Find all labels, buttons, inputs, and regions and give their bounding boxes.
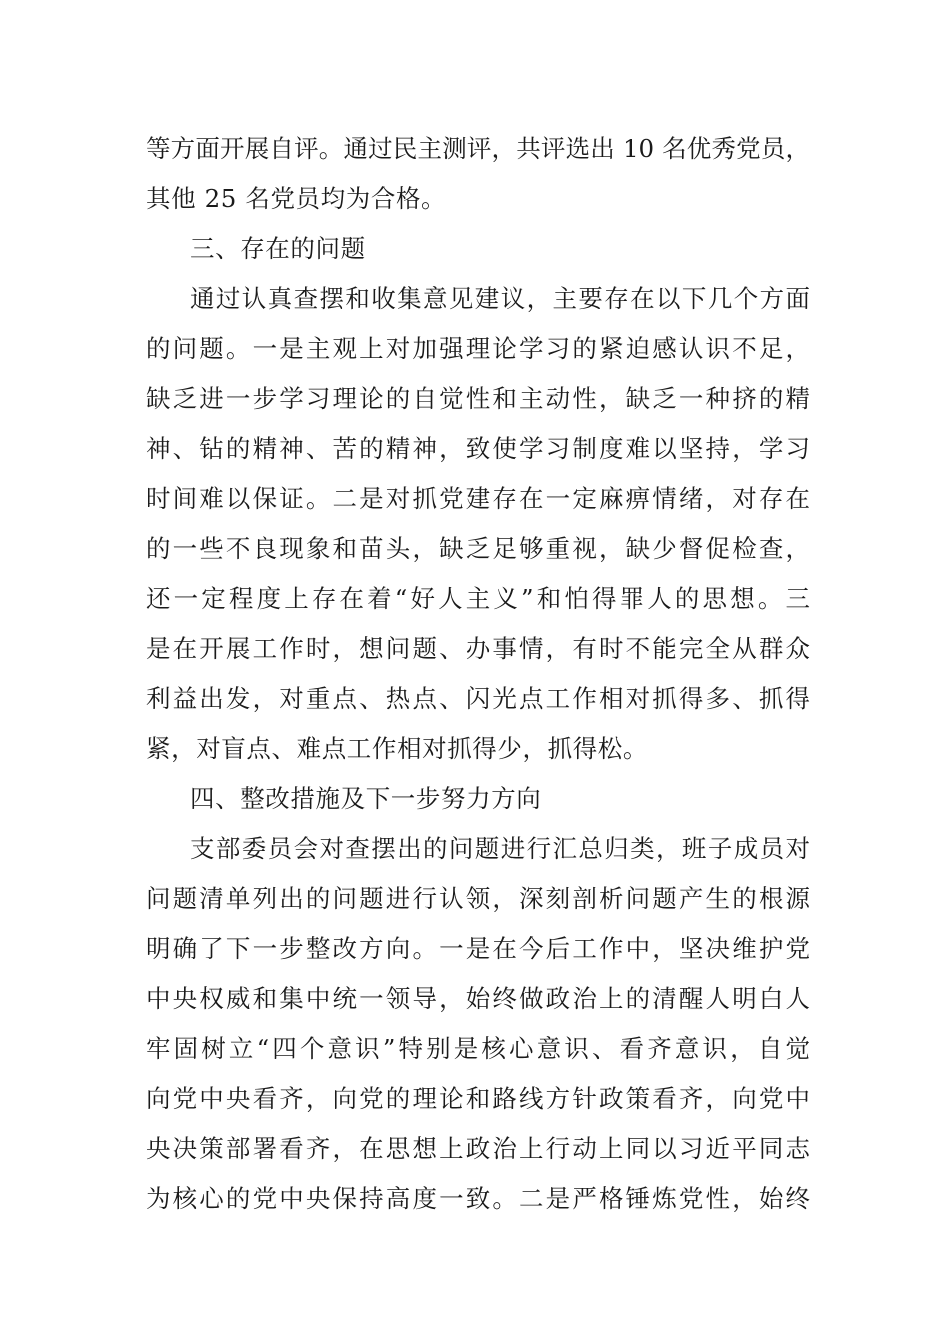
text-line: 缺乏进一步学习理论的自觉性和主动性，缺乏一种挤的精 <box>146 384 810 413</box>
text-line: 明确了下一步整改方向。一是在今后工作中，坚决维护党 <box>146 934 810 963</box>
text-line: 还一定程度上存在着“好人主义”和怕得罪人的思想。三 <box>146 584 810 613</box>
text-line: 通过认真查摆和收集意见建议，主要存在以下几个方面 <box>190 284 810 313</box>
text-line: 支部委员会对查摆出的问题进行汇总归类，班子成员对 <box>190 834 810 863</box>
text-line: 中央权威和集中统一领导，始终做政治上的清醒人明白人 <box>146 984 810 1013</box>
section-heading: 四、整改措施及下一步努力方向 <box>190 784 542 813</box>
text-line: 神、钻的精神、苦的精神，致使学习制度难以坚持，学习 <box>146 434 810 463</box>
text-line: 是在开展工作时，想问题、办事情，有时不能完全从群众 <box>146 634 810 663</box>
text-line: 时间难以保证。二是对抓党建存在一定麻痹情绪，对存在 <box>146 484 810 513</box>
text-line: 央决策部署看齐，在思想上政治上行动上同以习近平同志 <box>146 1134 810 1163</box>
text-line: 其他 25 名党员均为合格。 <box>146 184 447 213</box>
text-line: 等方面开展自评。通过民主测评，共评选出 10 名优秀党员， <box>146 134 810 163</box>
document-body <box>146 124 810 1224</box>
text-line: 牢固树立“四个意识”特别是核心意识、看齐意识，自觉 <box>146 1034 810 1063</box>
text-line: 为核心的党中央保持高度一致。二是严格锤炼党性，始终 <box>146 1184 810 1213</box>
text-line: 的一些不良现象和苗头，缺乏足够重视，缺少督促检查， <box>146 534 810 563</box>
text-line: 的问题。一是主观上对加强理论学习的紧迫感认识不足， <box>146 334 810 363</box>
text-line: 问题清单列出的问题进行认领，深刻剖析问题产生的根源 <box>146 884 810 913</box>
section-heading: 三、存在的问题 <box>190 234 366 263</box>
text-line: 利益出发，对重点、热点、闪光点工作相对抓得多、抓得 <box>146 684 810 713</box>
text-line: 向党中央看齐，向党的理论和路线方针政策看齐，向党中 <box>146 1084 810 1113</box>
text-line: 紧，对盲点、难点工作相对抓得少，抓得松。 <box>146 734 648 763</box>
